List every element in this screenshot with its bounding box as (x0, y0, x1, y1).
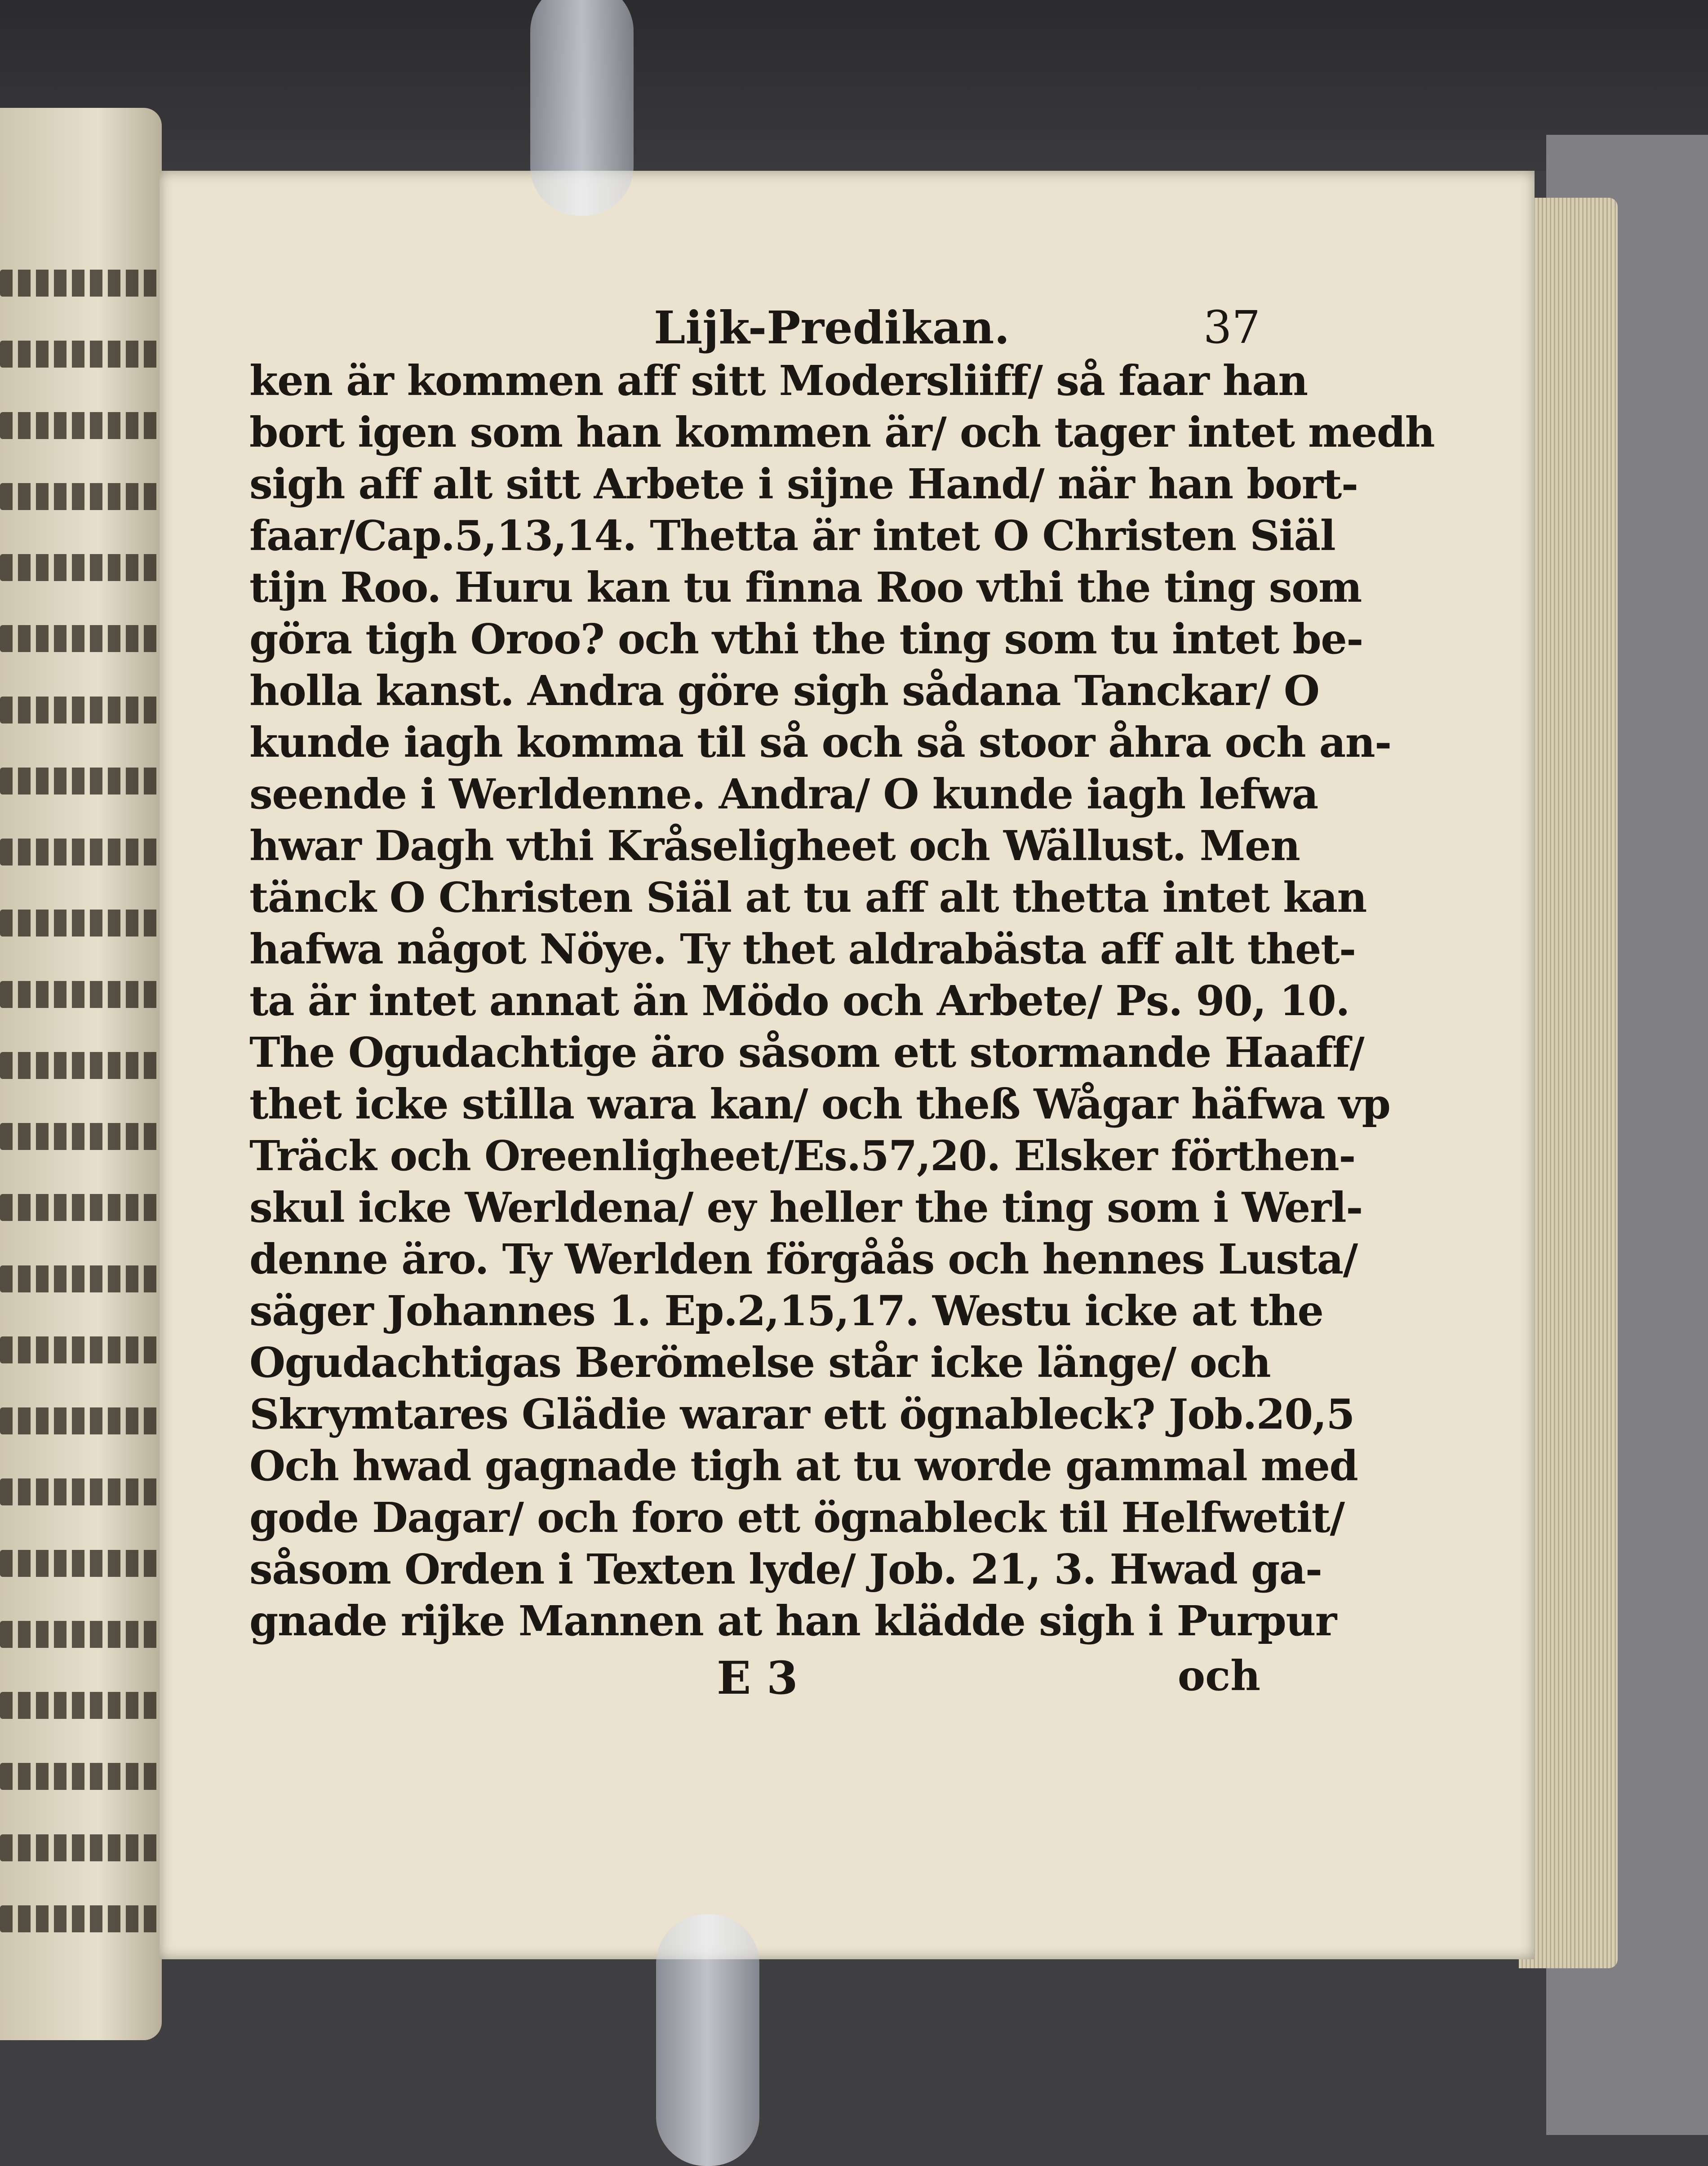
text-line: hwar Dagh vthi Kråseligheet och Wällust. Men (249, 821, 1300, 870)
text-line: tijn Roo. Huru kan tu finna Roo vthi the ting som (249, 563, 1362, 612)
page-footer (249, 1651, 1260, 1710)
text-line: tänck O Christen Siäl at tu aff alt thetta intet kan (249, 873, 1366, 922)
facing-page-text (0, 270, 162, 1932)
text-line: thet icke stilla wara kan/ och theß Wågar häfwa vp (249, 1080, 1390, 1128)
text-line: The Ogudachtige äro såsom ett stormande Haaff/ (249, 1028, 1364, 1077)
page-text-block (249, 292, 1435, 1710)
text-line: gode Dagar/ och foro ett ögnableck til Helfwetit/ (249, 1493, 1344, 1542)
page-clamp-top (530, 0, 634, 216)
text-line: faar/Cap.5,13,14. Thetta är intet O Christen Siäl (249, 511, 1335, 560)
facing-page-left (0, 108, 162, 2040)
page-clamp-bottom (656, 1914, 759, 2166)
text-line: denne äro. Ty Werlden förgåås och hennes Lusta/ (249, 1235, 1358, 1283)
text-line: gnade rijke Mannen at han klädde sigh i Purpur (249, 1597, 1336, 1645)
scanner-background-top (0, 0, 1708, 171)
text-line: bort igen som han kommen är/ och tager intet medh (249, 408, 1435, 457)
text-line: Och hwad gagnade tigh at tu worde gammal med (249, 1442, 1358, 1490)
text-line: göra tigh Oroo? och vthi the ting som tu intet be- (249, 615, 1363, 663)
signature-mark: E 3 (717, 1651, 798, 1704)
text-line: Ogudachtigas Berömelse står icke länge/ och (249, 1338, 1271, 1387)
text-line: sigh aff alt sitt Arbete i sijne Hand/ när han bort- (249, 460, 1358, 508)
text-line: kunde iagh komma til så och så stoor åhra och an- (249, 718, 1391, 767)
page-header (249, 292, 1260, 355)
running-head: Lijk-Predikan. (654, 301, 1010, 354)
text-line: seende i Werldenne. Andra/ O kunde iagh lefwa (249, 770, 1318, 818)
page-number: 37 (1203, 301, 1260, 354)
catchword: och (1177, 1651, 1260, 1700)
text-line: Skrymtares Glädie warar ett ögnableck? Job.20,5 (249, 1390, 1354, 1438)
text-line: skul icke Werldena/ ey heller the ting som i Werl- (249, 1183, 1362, 1232)
text-line: såsom Orden i Texten lyde/ Job. 21, 3. Hwad ga- (249, 1545, 1322, 1593)
text-line: holla kanst. Andra göre sigh sådana Tanckar/ O (249, 666, 1319, 715)
text-line: ken är kommen aff sitt Modersliiff/ så faar han (249, 356, 1308, 405)
text-line: hafwa något Nöye. Ty thet aldrabästa aff alt thet- (249, 925, 1356, 973)
text-line: Träck och Oreenligheet/Es.57,20. Elsker förthen- (249, 1132, 1355, 1180)
text-line: säger Johannes 1. Ep.2,15,17. Westu icke at the (249, 1287, 1323, 1335)
text-line: ta är intet annat än Mödo och Arbete/ Ps. 90, 10. (249, 976, 1349, 1025)
